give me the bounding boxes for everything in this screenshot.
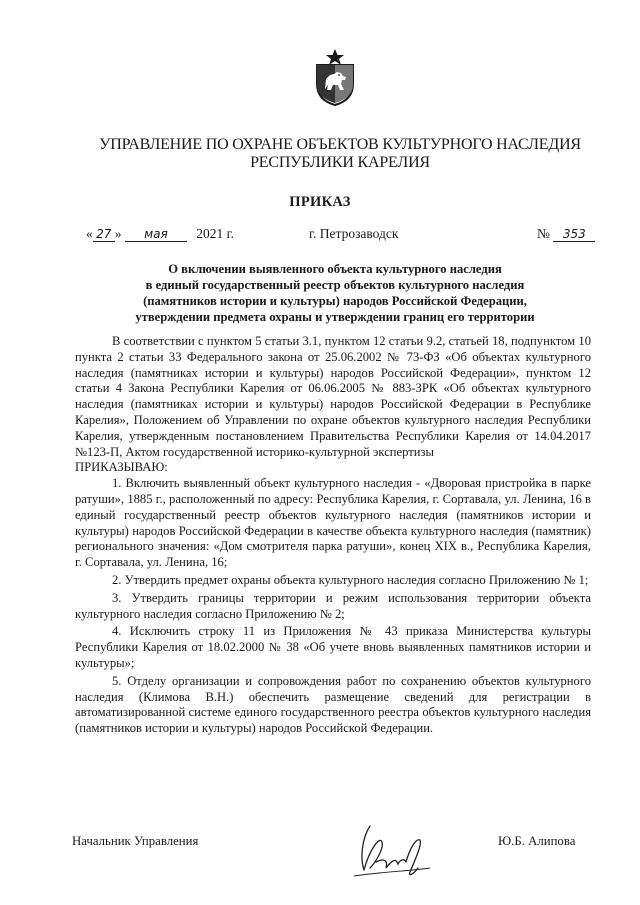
order-item-4: 4. Исключить строку 11 из Приложения № 43 приказа Министерства культуры Республики Карелия от 18.02.2000 № 38 «Об учете вновь выявленных памятников истории и культуры»; bbox=[75, 624, 591, 670]
date-open-quote: « bbox=[86, 226, 93, 241]
signer-name: Ю.Б. Алипова bbox=[498, 834, 576, 848]
order-item-1: 1. Включить выявленный объект культурного наследия - «Дворовая пристройка в парке ратуши», 1885 г., расположенный по адресу: Республика Карелия, г. Сортавала, ул. Ленина, 16 в единый государственный реестр объектов культурного наследия (памятников истории и культуры) народов Российской Федерации в качестве объекта культурного наследия (памятник) регионального значения: «Дом смотрителя парка ратуши», конец XIX в., Республика Карелия, г. Сортавала, ул. Ленина, 16; bbox=[75, 476, 591, 570]
karelia-coat-of-arms-icon bbox=[313, 48, 357, 106]
signer-title: Начальник Управления bbox=[72, 834, 199, 848]
city: г. Петрозаводск bbox=[309, 226, 399, 241]
date-day: 27 bbox=[93, 227, 115, 242]
order-item-5: 5. Отделу организации и сопровождения работ по сохранению объектов культурного наследия (Климова В.Н.) обеспечить размещение сведений для регистрации в автоматизированной системе единого государственного реестра объектов культурного наследия (памятников истории и культуры) народов Российской Федерации. bbox=[75, 673, 591, 736]
order-item-2: 2. Утвердить предмет охраны объекта культурного наследия согласно Приложению № 1; bbox=[112, 572, 589, 587]
order-word: ПРИКАЗЫВАЮ: bbox=[75, 460, 168, 475]
order-body bbox=[75, 334, 591, 737]
order-date bbox=[86, 226, 234, 242]
org-name-line2: РЕСПУБЛИКИ КАРЕЛИЯ bbox=[250, 154, 430, 171]
order-number bbox=[537, 226, 595, 242]
subject-line3: (памятников истории и культуры) народов Российской Федерации, bbox=[143, 294, 527, 308]
subject-line4: утверждении предмета охраны и утверждении границ его территории bbox=[135, 310, 535, 324]
order-item-3: 3. Утвердить границы территории и режим использования территории объекта культурного наследия согласно Приложению № 2; bbox=[75, 590, 591, 621]
number-label: № bbox=[537, 226, 550, 241]
date-close-quote: » bbox=[114, 226, 122, 241]
subject-line2: в единый государственный реестр объектов культурного наследия bbox=[145, 278, 525, 292]
order-subject bbox=[100, 261, 570, 325]
handwritten-signature-icon bbox=[340, 818, 440, 880]
date-month: мая bbox=[125, 227, 187, 242]
document-type: ПРИКАЗ bbox=[289, 194, 351, 210]
subject-line1: О включении выявленного объекта культурного наследия bbox=[168, 262, 502, 276]
date-year: 2021 г. bbox=[196, 226, 235, 241]
number-value: 353 bbox=[553, 227, 595, 242]
organization-name bbox=[60, 136, 620, 172]
preamble: В соответствии с пунктом 5 статьи 3.1, пунктом 12 статьи 9.2, статьей 18, подпунктом 10 пункта 2 статьи 33 Федерального закона от 25.06.2002 № 73-ФЗ «Об объектах культурного наследия (памятниках истории и культуры) народов Российской Федерации», пунктом 12 статьи 4 Закона Республики Карелия от 06.06.2005 № 883-ЗРК «Об объектах культурного наследия (памятниках истории и культуры) народов Российской Федерации в Республике Карелия», Положением об Управлении по охране объектов культурного наследия Республики Карелия, утвержденным постановлением Правительства Республики Карелия от 14.04.2017 №123-П, Актом государственной историко-культурной экспертизы bbox=[75, 334, 591, 459]
org-name-line1: УПРАВЛЕНИЕ ПО ОХРАНЕ ОБЪЕКТОВ КУЛЬТУРНОГО НАСЛЕДИЯ bbox=[99, 136, 581, 153]
